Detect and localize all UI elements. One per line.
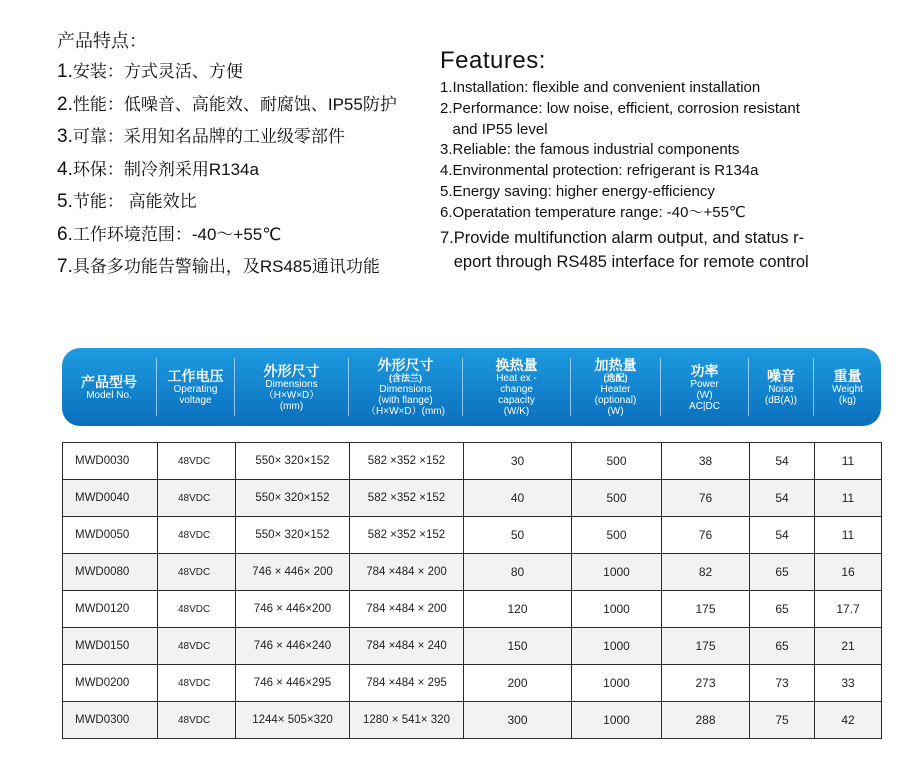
table-row bbox=[63, 517, 882, 554]
table-cell: 175 bbox=[662, 591, 750, 628]
table-cell: 11 bbox=[815, 443, 882, 480]
feature-text: 具备多功能告警输出，及RS485通讯功能 bbox=[72, 257, 380, 276]
english-feature-line: 4.Environmental protection: refrigerant is R134a bbox=[440, 162, 759, 180]
column-header-sub: (含法兰) bbox=[389, 373, 422, 383]
feature-number: 6. bbox=[57, 223, 73, 245]
table-cell: 42 bbox=[815, 702, 882, 739]
table-cell: 40 bbox=[464, 480, 572, 517]
english-feature-line: 2.Performance: low noise, efficient, corrosion resistant bbox=[440, 99, 800, 117]
table-cell: 1000 bbox=[572, 628, 662, 665]
table-cell: 48VDC bbox=[158, 665, 236, 702]
column-header-en: （H×W×D） bbox=[263, 389, 320, 401]
chinese-features bbox=[57, 26, 437, 284]
column-header-cn: 功率 bbox=[690, 362, 719, 379]
table-cell: 746 × 446×295 bbox=[236, 665, 350, 702]
table-cell: MWD0120 bbox=[63, 591, 158, 628]
table-cell: MWD0050 bbox=[63, 517, 158, 554]
english-feature-line: 1.Installation: flexible and convenient installation bbox=[440, 79, 761, 96]
column-header-en: Noise bbox=[768, 384, 794, 395]
column-header-cn: 产品型号 bbox=[81, 373, 137, 390]
column-header-en: （H×W×D）(mm) bbox=[366, 406, 445, 417]
column-header-en: Dimensions bbox=[379, 384, 432, 395]
column-header-en: Heat ex - bbox=[496, 373, 537, 384]
column-header-en: Model No. bbox=[86, 389, 132, 401]
table-cell: 784 ×484 × 295 bbox=[350, 665, 464, 702]
table-cell: 11 bbox=[815, 517, 882, 554]
table-cell: 33 bbox=[815, 665, 882, 702]
column-header-en: Dimensions bbox=[265, 378, 318, 390]
table-cell: MWD0030 bbox=[63, 443, 158, 480]
table-cell: 550× 320×152 bbox=[236, 480, 350, 517]
column-header-en: (mm) bbox=[279, 400, 304, 412]
table-cell: 150 bbox=[464, 628, 572, 665]
table-cell: 550× 320×152 bbox=[236, 443, 350, 480]
column-header bbox=[349, 358, 463, 416]
table-cell: 746 × 446× 200 bbox=[236, 554, 350, 591]
table-cell: 746 × 446×200 bbox=[236, 591, 350, 628]
spec-table bbox=[62, 442, 882, 739]
table-cell: 11 bbox=[815, 480, 882, 517]
feature-text: 安装：方式灵活、方便 bbox=[72, 62, 243, 81]
column-header-en: Weight bbox=[832, 384, 863, 395]
table-cell: 65 bbox=[750, 591, 815, 628]
column-header-en: (W/K) bbox=[503, 406, 530, 417]
chinese-feature-item bbox=[57, 154, 437, 187]
column-header-en: (dB(A)) bbox=[764, 395, 798, 406]
table-cell: 38 bbox=[662, 443, 750, 480]
table-cell: 48VDC bbox=[158, 480, 236, 517]
english-feature-line: and IP55 level bbox=[440, 120, 548, 138]
table-cell: 48VDC bbox=[158, 591, 236, 628]
english-features bbox=[440, 46, 900, 274]
table-cell: 1000 bbox=[572, 702, 662, 739]
column-header-sub: (选配) bbox=[603, 373, 628, 383]
table-cell: 65 bbox=[750, 554, 815, 591]
column-header-cn: 换热量 bbox=[495, 357, 538, 373]
table-cell: 50 bbox=[464, 517, 572, 554]
feature-text: 性能：低噪音、高能效、耐腐蚀、IP55防护 bbox=[72, 94, 397, 114]
english-feature-line: 3.Reliable: the famous industrial components bbox=[440, 141, 740, 159]
table-row bbox=[63, 554, 882, 591]
feature-number: 5. bbox=[57, 191, 73, 212]
english-features-list bbox=[440, 78, 900, 274]
english-feature-line: 6.Operatation temperature range: -40～+55℃ bbox=[440, 203, 746, 221]
table-cell: 54 bbox=[750, 480, 815, 517]
column-header bbox=[157, 358, 235, 416]
english-features-title: Features: bbox=[440, 47, 546, 74]
chinese-feature-item bbox=[57, 89, 437, 122]
chinese-features-title: 产品特点： bbox=[57, 31, 147, 51]
feature-number: 2. bbox=[57, 93, 73, 115]
table-cell: 65 bbox=[750, 628, 815, 665]
feature-text: 可靠：采用知名品牌的工业级零部件 bbox=[72, 127, 345, 146]
column-header-cn: 重量 bbox=[833, 368, 862, 384]
feature-text: 环保：制冷剂采用R134a bbox=[72, 159, 259, 179]
column-header-en: change bbox=[500, 384, 533, 395]
table-cell: 1244× 505×320 bbox=[236, 702, 350, 739]
table-cell: 784 ×484 × 200 bbox=[350, 591, 464, 628]
table-cell: 76 bbox=[662, 480, 750, 517]
table-cell: 550× 320×152 bbox=[236, 517, 350, 554]
column-header-en: Power bbox=[690, 378, 719, 390]
table-row bbox=[63, 591, 882, 628]
table-cell: 73 bbox=[750, 665, 815, 702]
table-row bbox=[63, 702, 882, 739]
feature-number: 7. bbox=[57, 256, 73, 277]
column-header-cn: 外形尺寸 bbox=[377, 357, 434, 373]
chinese-feature-item bbox=[57, 56, 437, 89]
column-header bbox=[571, 358, 661, 416]
table-cell: 300 bbox=[464, 702, 572, 739]
table-cell: 76 bbox=[662, 517, 750, 554]
chinese-feature-item bbox=[57, 121, 437, 154]
table-cell: MWD0040 bbox=[63, 480, 158, 517]
table-cell: 16 bbox=[815, 554, 882, 591]
column-header-en: (W) bbox=[696, 389, 713, 401]
chinese-feature-item bbox=[57, 219, 437, 252]
table-cell: 82 bbox=[662, 554, 750, 591]
table-cell: 75 bbox=[750, 702, 815, 739]
column-header-cn: 工作电压 bbox=[167, 368, 224, 384]
feature-text: 节能： 高能效比 bbox=[72, 192, 197, 211]
table-cell: 48VDC bbox=[158, 554, 236, 591]
table-row bbox=[63, 665, 882, 702]
column-header bbox=[235, 358, 349, 416]
table-cell: 582 ×352 ×152 bbox=[350, 517, 464, 554]
column-header bbox=[463, 358, 571, 416]
table-cell: 273 bbox=[662, 665, 750, 702]
table-cell: 48VDC bbox=[158, 702, 236, 739]
column-header-en: AC|DC bbox=[689, 400, 720, 412]
column-header bbox=[62, 358, 157, 416]
table-cell: 175 bbox=[662, 628, 750, 665]
table-cell: 500 bbox=[572, 517, 662, 554]
column-header-cn: 噪音 bbox=[767, 368, 795, 384]
table-cell: 21 bbox=[815, 628, 882, 665]
column-header-en: voltage bbox=[179, 395, 212, 406]
table-cell: 200 bbox=[464, 665, 572, 702]
table-cell: 54 bbox=[750, 517, 815, 554]
table-cell: 784 ×484 × 240 bbox=[350, 628, 464, 665]
column-header bbox=[661, 358, 749, 416]
table-cell: 17.7 bbox=[815, 591, 882, 628]
table-cell: 48VDC bbox=[158, 628, 236, 665]
column-header bbox=[749, 358, 814, 416]
feature-number: 4. bbox=[57, 158, 73, 180]
column-header-en: capacity bbox=[498, 395, 535, 406]
feature-number: 3. bbox=[57, 126, 73, 147]
table-row bbox=[63, 628, 882, 665]
column-header-en: Heater bbox=[600, 384, 631, 395]
table-cell: MWD0300 bbox=[63, 702, 158, 739]
spec-table-header bbox=[62, 348, 881, 426]
table-cell: 784 ×484 × 200 bbox=[350, 554, 464, 591]
table-cell: 1000 bbox=[572, 554, 662, 591]
column-header-cn: 外形尺寸 bbox=[263, 362, 320, 379]
feature-text: 工作环境范围：-40～+55℃ bbox=[72, 224, 282, 244]
table-cell: 1000 bbox=[572, 665, 662, 702]
chinese-features-list bbox=[57, 56, 437, 284]
table-cell: 582 ×352 ×152 bbox=[350, 480, 464, 517]
table-cell: 48VDC bbox=[158, 517, 236, 554]
table-cell: 582 ×352 ×152 bbox=[350, 443, 464, 480]
table-cell: 48VDC bbox=[158, 443, 236, 480]
table-cell: 500 bbox=[572, 480, 662, 517]
column-header-cn: 加热量 bbox=[594, 357, 637, 373]
english-feature-line: eport through RS485 interface for remote control bbox=[440, 252, 809, 271]
chinese-feature-item bbox=[57, 186, 437, 219]
table-cell: 746 × 446×240 bbox=[236, 628, 350, 665]
table-cell: 120 bbox=[464, 591, 572, 628]
table-cell: 30 bbox=[464, 443, 572, 480]
table-cell: MWD0200 bbox=[63, 665, 158, 702]
table-cell: 288 bbox=[662, 702, 750, 739]
english-feature-line: 7.Provide multifunction alarm output, and status r- bbox=[440, 228, 805, 247]
chinese-feature-item bbox=[57, 251, 437, 284]
column-header-en: (kg) bbox=[838, 395, 857, 406]
table-row bbox=[63, 443, 882, 480]
column-header-en: (with flange) bbox=[378, 395, 433, 406]
table-cell: 1280 × 541× 320 bbox=[350, 702, 464, 739]
column-header-en: (W) bbox=[607, 406, 624, 417]
feature-number: 1. bbox=[57, 61, 73, 82]
table-cell: 80 bbox=[464, 554, 572, 591]
table-cell: 500 bbox=[572, 443, 662, 480]
column-header bbox=[814, 358, 881, 416]
table-cell: MWD0150 bbox=[63, 628, 158, 665]
column-header-en: (optional) bbox=[594, 395, 637, 406]
table-cell: MWD0080 bbox=[63, 554, 158, 591]
table-cell: 54 bbox=[750, 443, 815, 480]
english-feature-line: 5.Energy saving: higher energy-efficiency bbox=[440, 182, 715, 200]
table-cell: 1000 bbox=[572, 591, 662, 628]
table-row bbox=[63, 480, 882, 517]
column-header-en: Operating bbox=[173, 384, 218, 395]
